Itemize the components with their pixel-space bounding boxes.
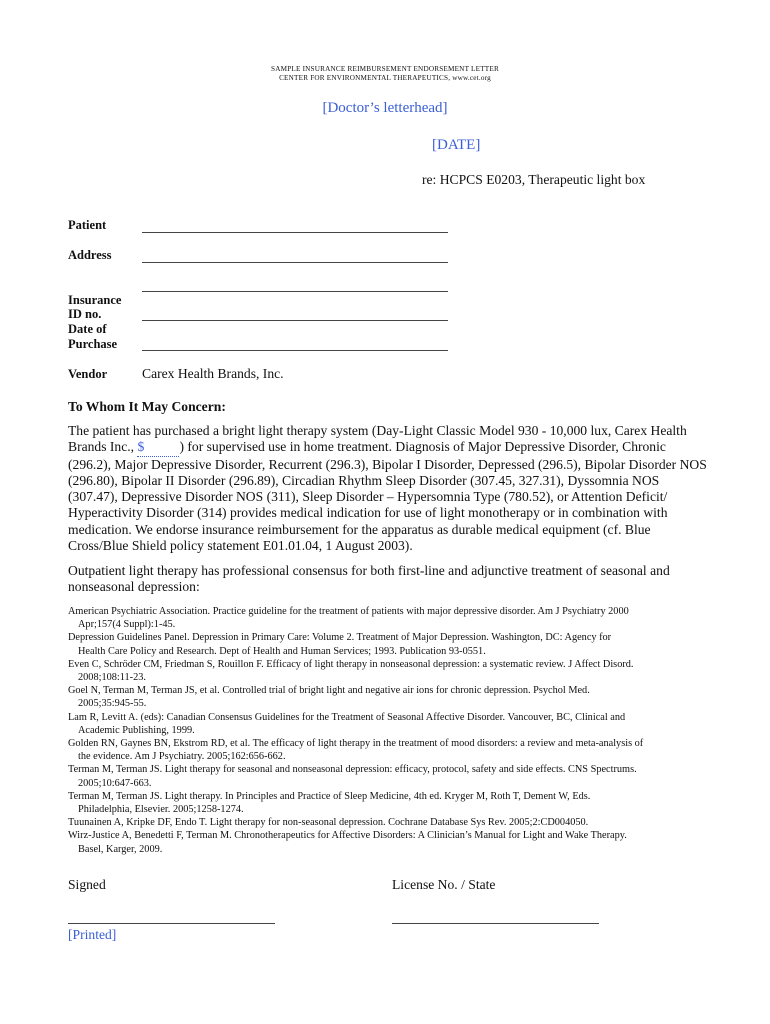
reference-item	[68, 631, 704, 657]
reference-text: American Psychiatric Association. Practice guideline for the treatment of patients with major depressive disorder. Am J Psychiatry 2000	[68, 606, 629, 617]
reference-item	[68, 605, 704, 631]
insurance-label: Insurance	[68, 293, 122, 307]
reference-continuation: 2008;108:11-23.	[78, 672, 146, 684]
price-field[interactable]: $	[137, 439, 179, 456]
reference-item	[68, 658, 704, 684]
signature-line[interactable]	[68, 923, 275, 924]
reference-text: Depression Guidelines Panel. Depression in Primary Care: Volume 2. Treatment of Major Depression. Washington, DC: Agency for	[68, 632, 612, 644]
address-field-line2[interactable]	[142, 291, 448, 292]
reference-item	[68, 711, 704, 737]
reference-text: Terman M, Terman JS. Light therapy for seasonal and nonseasonal depression: efficacy, protocol, safety and side effects. CNS Spectrums.	[68, 764, 637, 776]
reference-continuation: 2005;35:945-55.	[78, 698, 147, 710]
reference-text: Lam R, Levitt A. (eds): Canadian Consensus Guidelines for the Treatment of Seasonal Affective Disorder. Vancouver, BC, Clinical and	[68, 711, 626, 723]
reference-text: Even C, Schröder CM, Friedman S, Rouillon F. Efficacy of light therapy in nonseasonal depression: a systematic review. J Affect Disord.	[68, 658, 634, 670]
reference-continuation: Philadelphia, Elsevier. 2005;1258-1274.	[78, 804, 244, 816]
reference-text: Goel N, Terman M, Terman JS, et al. Controlled trial of bright light and negative air ions for chronic depression. Psychol Med.	[68, 685, 590, 697]
signed-label: Signed	[68, 877, 106, 892]
address-field-line1[interactable]	[142, 262, 448, 263]
reference-continuation: Apr;157(4 Suppl):1-45.	[78, 619, 176, 631]
reference-continuation: the evidence. Am J Psychiatry. 2005;162:656-662.	[78, 751, 286, 763]
vendor-label: Vendor	[68, 367, 108, 381]
salutation: To Whom It May Concern:	[68, 399, 226, 414]
reference-text: Tuunainen A, Kripke DF, Endo T. Light therapy for non-seasonal depression. Cochrane Database Sys Rev. 2005;2:CD004050.	[68, 817, 589, 829]
date-placeholder[interactable]: [DATE]	[432, 137, 481, 153]
reference-item	[68, 829, 704, 855]
paragraph-diagnosis-part2: ) for supervised use in home treatment. Diagnosis of Major Depressive Disorder, Chronic (296.2), Major Depressive Disorder, Recurrent (296.3), Bipolar I Disorder, Depressed (296.5), Bipolar Disorder NOS (296.80), Bipolar II Disorder (296.89), Circadian Rhythm Sleep Disorder (307.45, 327.31), Dyssomnia NOS (307.47), Depressive Disorder NOS (311), Sleep Disorder – Hypersomnia Type (780.52), or Attention Deficit/ Hyperactivity Disorder (314) provides medical indication for use of light monotherapy or in combination with medication. We endorse insurance reimbursement for the apparatus as durable medical equipment (cf. Blue Cross/Blue Shield policy statement E01.01.04, 1 August 2003).	[68, 439, 707, 554]
vendor-value: Carex Health Brands, Inc.	[142, 366, 284, 381]
license-line[interactable]	[392, 923, 599, 924]
paragraph-diagnosis-part1: The patient has purchased a bright light therapy system (Day-Light Classic Model 930 - 10,000 lux, Carex Health Brands Inc.,	[68, 423, 687, 455]
license-label: License No. / State	[392, 877, 496, 892]
doctor-letterhead-placeholder[interactable]: [Doctor’s letterhead]	[322, 100, 448, 116]
patient-field[interactable]	[142, 232, 448, 233]
patient-label: Patient	[68, 218, 107, 232]
reference-item	[68, 763, 704, 789]
letter-title: SAMPLE INSURANCE REIMBURSEMENT ENDORSEMENT LETTER	[271, 65, 499, 73]
reference-text: Wirz-Justice A, Benedetti F, Terman M. Chronotherapeutics for Affective Disorders: A Clinician’s Manual for Light and Wake Therapy.	[68, 830, 627, 842]
organization-line: CENTER FOR ENVIRONMENTAL THERAPEUTICS, www.cet.org	[279, 74, 491, 82]
reference-item	[68, 684, 704, 710]
reference-list	[68, 605, 704, 856]
date-of-purchase-field[interactable]	[142, 350, 448, 351]
reference-item	[68, 790, 704, 816]
reference-text: Terman M, Terman JS. Light therapy. In Principles and Practice of Sleep Medicine, 4th ed. Kryger M, Roth T, Dement W, Eds.	[68, 790, 591, 802]
paragraph-consensus: Outpatient light therapy has professional consensus for both first-line and adjunctive treatment of seasonal and nonseasonal depression:	[68, 563, 670, 595]
insurance-id-field[interactable]	[142, 320, 448, 321]
reference-item	[68, 737, 704, 763]
re-line: re: HCPCS E0203, Therapeutic light box	[422, 172, 646, 187]
purchase-label: Purchase	[68, 337, 118, 351]
reference-continuation: 2005;10:647-663.	[78, 777, 152, 789]
reference-text: Golden RN, Gaynes BN, Ekstrom RD, et al. The efficacy of light therapy in the treatment of mood disorders: a review and meta-analysis of	[68, 738, 644, 750]
reference-item	[68, 816, 704, 829]
reference-continuation: Basel, Karger, 2009.	[78, 843, 163, 855]
date-of-label: Date of	[68, 322, 107, 336]
reference-continuation: Academic Publishing, 1999.	[78, 724, 195, 736]
printed-name-placeholder[interactable]: [Printed]	[68, 927, 117, 942]
address-label: Address	[68, 248, 112, 262]
reference-continuation: Health Care Policy and Research. Dept of Health and Human Services; 1993. Publication 93-0551.	[78, 645, 486, 657]
id-no-label: ID no.	[68, 307, 102, 321]
paragraph-diagnosis	[68, 423, 708, 554]
